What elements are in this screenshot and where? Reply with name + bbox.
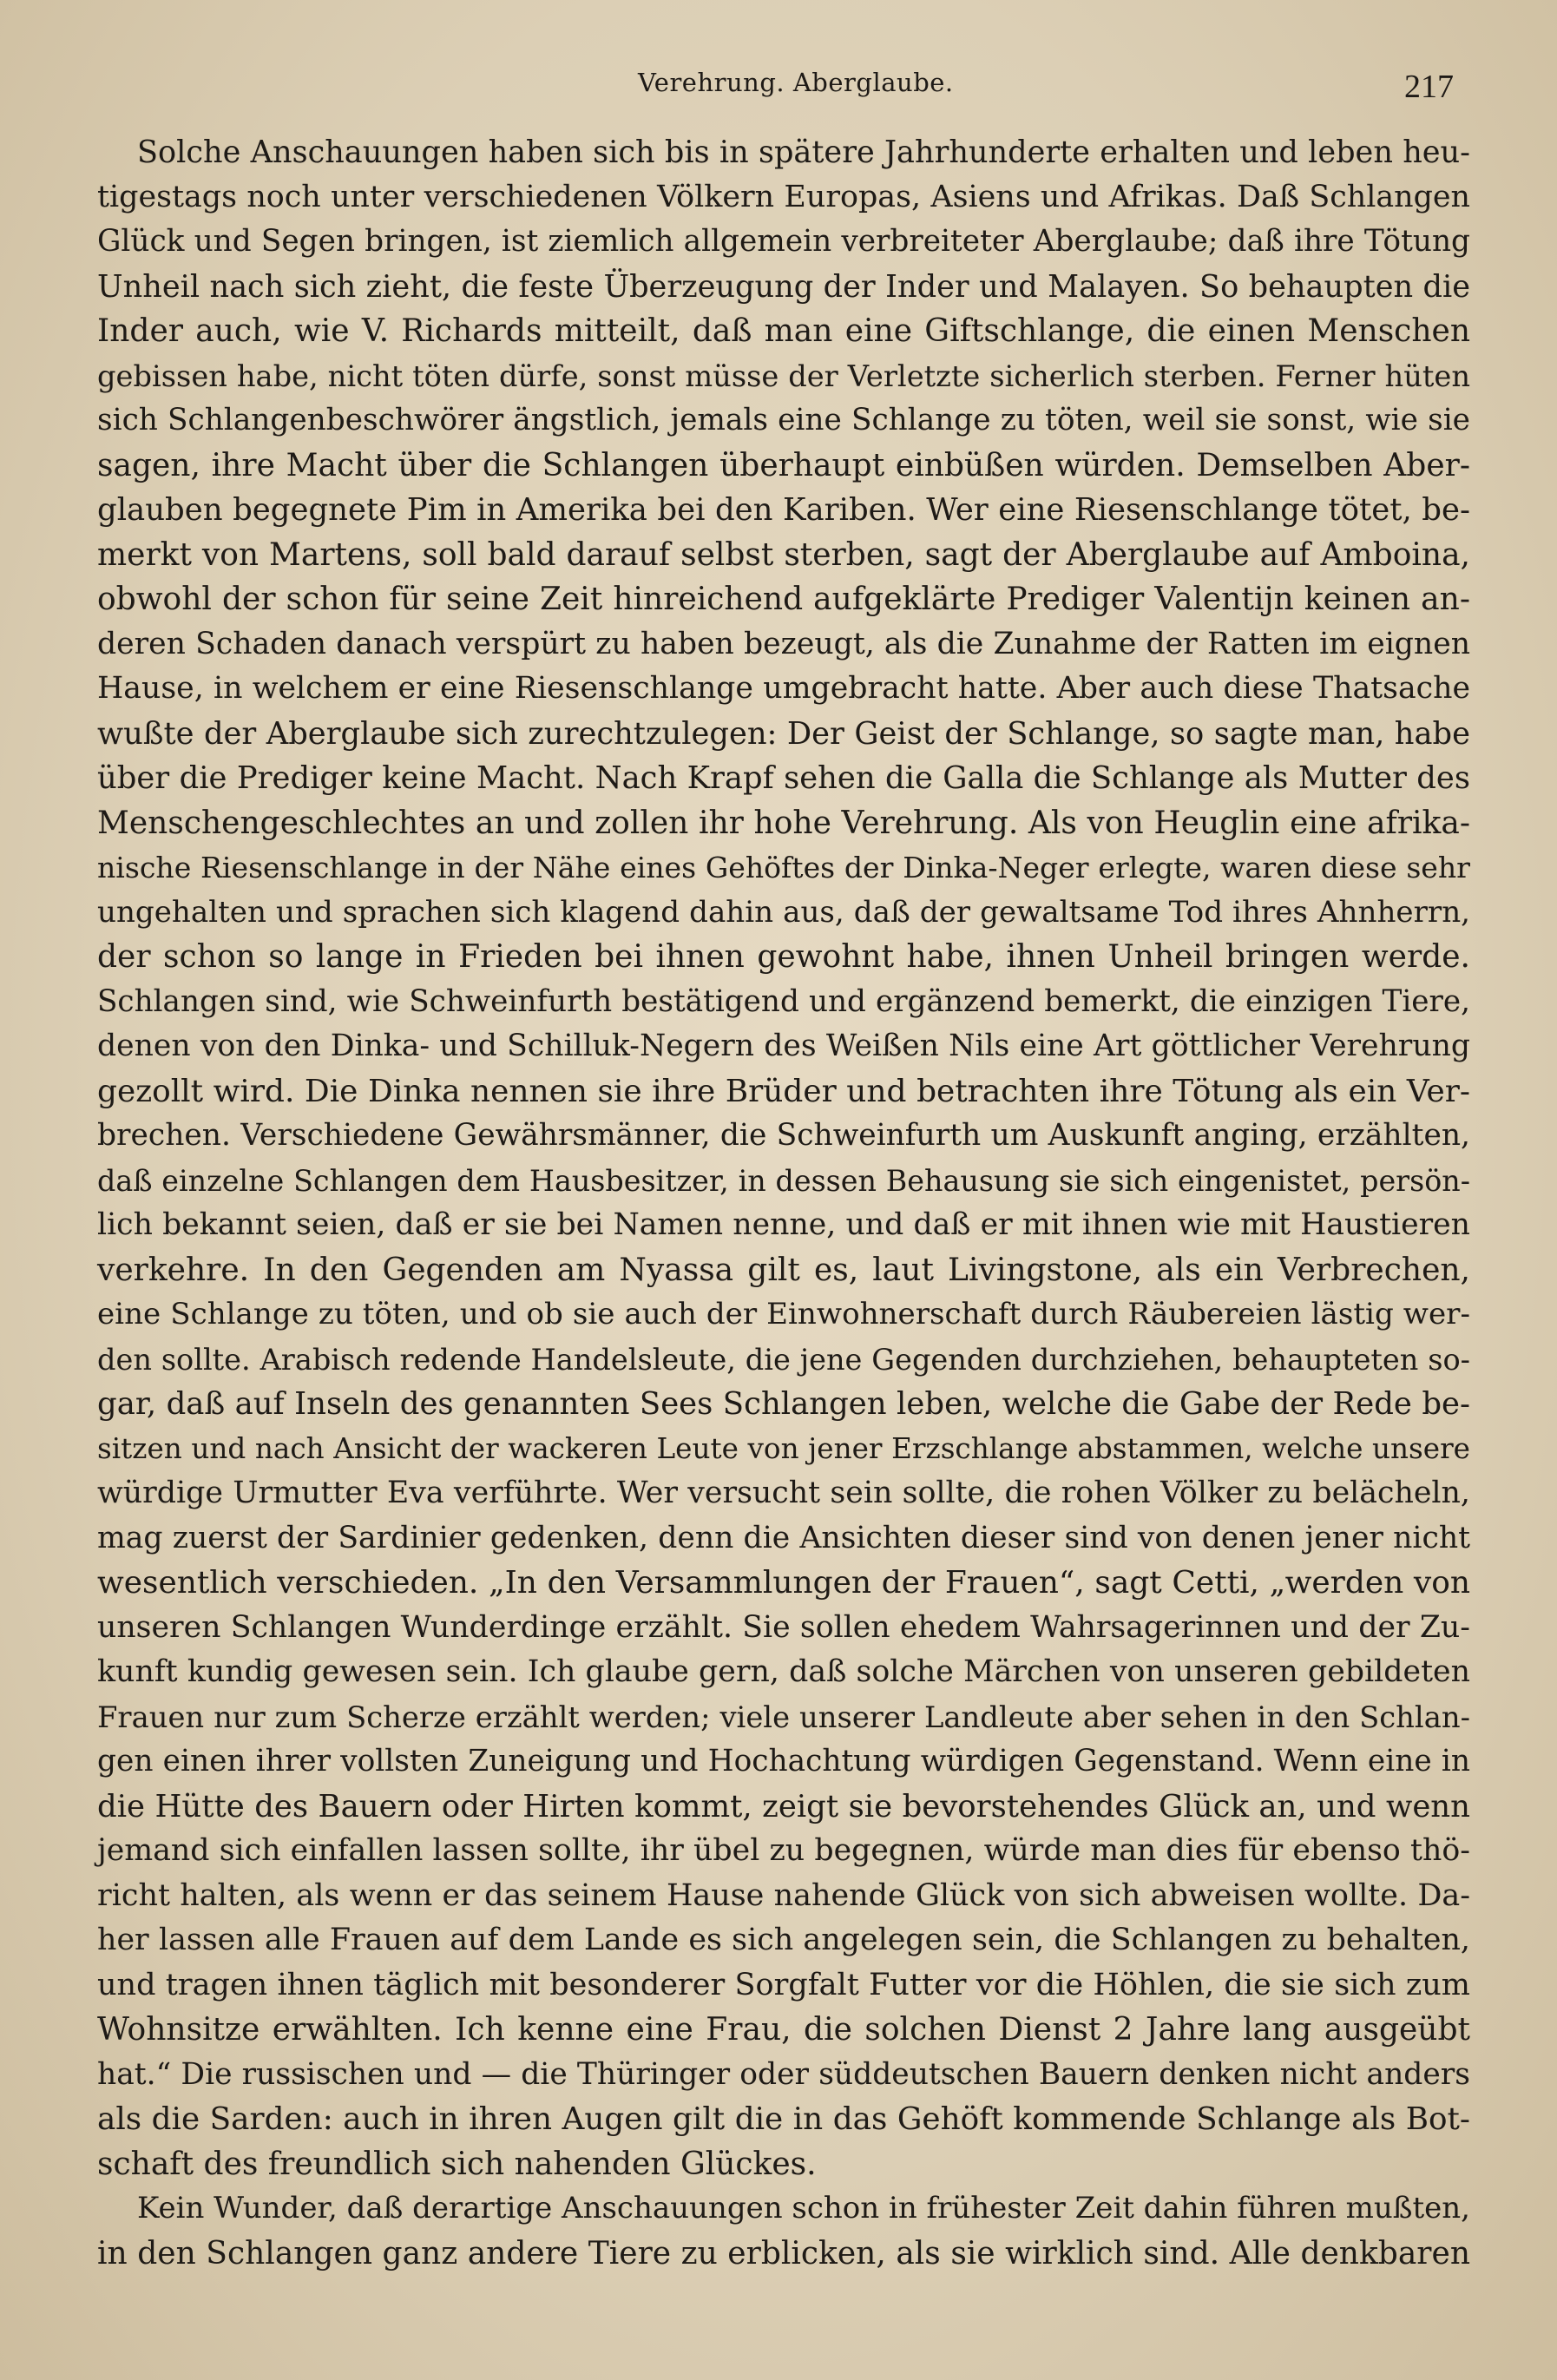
text-line: nische Riesenschlange in der Nähe eines Gehöftes der Dinka-Neger erlegte, waren diese sehr	[97, 851, 1470, 884]
text-line: Kein Wunder, daß derartige Anschauungen schon in frühester Zeit dahin führen mußten,	[137, 2191, 1470, 2225]
page-number: 217	[1404, 69, 1454, 105]
text-line: als die Sarden: auch in ihren Augen gilt die in das Gehöft kommende Schlange als Bot-	[97, 2101, 1470, 2137]
text-line: Wohnsitze erwählten. Ich kenne eine Frau, die solchen Dienst 2 Jahre lang ausgeübt	[97, 2012, 1470, 2048]
paragraph-1	[97, 130, 1470, 2186]
text-line: unseren Schlangen Wunderdinge erzählt. Sie sollen ehedem Wahrsagerinnen und der Zu-	[97, 1609, 1470, 1645]
text-line: denen von den Dinka- und Schilluk-Negern des Weißen Nils eine Art göttlicher Verehrung	[97, 1029, 1470, 1063]
text-line: merkt von Martens, soll bald darauf selbst sterben, sagt der Aberglaube auf Amboina,	[97, 536, 1470, 573]
text-line: glauben begegnete Pim in Amerika bei den Kariben. Wer eine Riesenschlange tötet, be-	[97, 492, 1470, 528]
text-line: brechen. Verschiedene Gewährsmänner, die Schweinfurth um Auskunft anging, erzählten,	[97, 1118, 1470, 1153]
text-line: über die Prediger keine Macht. Nach Krapf sehen die Galla die Schlange als Mutter des	[97, 760, 1470, 796]
text-line: wesentlich verschieden. „In den Versammlungen der Frauen“, sagt Cetti, „werden von	[97, 1565, 1470, 1601]
paragraph-2	[97, 2186, 1470, 2276]
running-title: Verehrung. Aberglaube.	[638, 68, 954, 97]
text-line: und tragen ihnen täglich mit besonderer Sorgfalt Futter vor die Höhlen, die sie sich zum	[97, 1967, 1470, 2002]
text-line: sitzen und nach Ansicht der wackeren Leute von jener Erzschlange abstammen, welche unsere	[97, 1431, 1470, 1465]
text-line: Hause, in welchem er eine Riesenschlange umgebracht hatte. Aber auch diese Thatsache	[97, 671, 1470, 706]
text-line: Frauen nur zum Scherze erzählt werden; viele unserer Landleute aber sehen in den Schlan-	[97, 1700, 1470, 1734]
text-line: sich Schlangenbeschwörer ängstlich, jemals eine Schlange zu töten, weil sie sonst, wie sie	[97, 403, 1470, 437]
text-line: mag zuerst der Sardinier gedenken, denn die Ansichten dieser sind von denen jener nicht	[97, 1520, 1470, 1555]
text-line: Inder auch, wie V. Richards mitteilt, daß man eine Giftschlange, die einen Menschen	[97, 313, 1470, 349]
text-line: Schlangen sind, wie Schweinfurth bestätigend und ergänzend bemerkt, die einzigen Tiere,	[97, 983, 1470, 1019]
text-line: gen einen ihrer vollsten Zuneigung und Hochachtung würdigen Gegenstand. Wenn eine in	[97, 1744, 1470, 1778]
text-line: gebissen habe, nicht töten dürfe, sonst müsse der Verletzte sicherlich sterben. Ferner hüten	[97, 358, 1470, 393]
text-line: lich bekannt seien, daß er sie bei Namen nenne, und daß er mit ihnen wie mit Haustieren	[97, 1207, 1470, 1242]
text-line: sagen, ihre Macht über die Schlangen überhaupt einbüßen würden. Demselben Aber-	[97, 447, 1470, 483]
text-line: daß einzelne Schlangen dem Hausbesitzer, in dessen Behausung sie sich eingenistet, persön-	[97, 1163, 1470, 1198]
text-line: kunft kundig gewesen sein. Ich glaube gern, daß solche Märchen von unseren gebildeten	[97, 1654, 1470, 1689]
text-line: Solche Anschauungen haben sich bis in spätere Jahrhunderte erhalten und leben heu-	[137, 135, 1470, 170]
text-line: gezollt wird. Die Dinka nennen sie ihre Brüder und betrachten ihre Tötung als ein Ver-	[97, 1073, 1470, 1109]
text-line: verkehre. In den Gegenden am Nyassa gilt es, laut Livingstone, als ein Verbrechen,	[97, 1252, 1470, 1288]
text-line: Menschengeschlechtes an und zollen ihr hohe Verehrung. Als von Heuglin eine afrika-	[97, 805, 1470, 841]
text-line: in den Schlangen ganz andere Tiere zu erblicken, als sie wirklich sind. Alle denkbaren	[97, 2235, 1470, 2272]
text-line: der schon so lange in Frieden bei ihnen gewohnt habe, ihnen Unheil bringen werde.	[97, 939, 1470, 975]
text-line: ungehalten und sprachen sich klagend dahin aus, daß der gewaltsame Tod ihres Ahnherrn,	[97, 894, 1470, 930]
text-line: die Hütte des Bauern oder Hirten kommt, zeigt sie bevorstehendes Glück an, und wenn	[97, 1788, 1470, 1824]
text-line: her lassen alle Frauen auf dem Lande es sich angelegen sein, die Schlangen zu behalten,	[97, 1923, 1470, 1957]
text-line: den sollte. Arabisch redende Handelsleute, die jene Gegenden durchziehen, behaupteten so-	[97, 1342, 1470, 1377]
text-line: hat.“ Die russischen und — die Thüringer oder süddeutschen Bauern denken nicht anders	[97, 2056, 1470, 2092]
text-line: wußte der Aberglaube sich zurechtzulegen: Der Geist der Schlange, so sagte man, habe	[97, 715, 1470, 752]
text-line: jemand sich einfallen lassen sollte, ihr übel zu begegnen, würde man dies für ebenso thö-	[97, 1833, 1470, 1868]
body-text	[97, 130, 1470, 2335]
text-line: gar, daß auf Inseln des genannten Sees Schlangen leben, welche die Gabe der Rede be-	[97, 1386, 1470, 1422]
text-line: würdige Urmutter Eva verführte. Wer versucht sein sollte, die rohen Völker zu belächeln,	[97, 1476, 1470, 1510]
text-line: Glück und Segen bringen, ist ziemlich allgemein verbreiteter Aberglaube; daß ihre Tötung	[97, 224, 1470, 259]
text-line: eine Schlange zu töten, und ob sie auch der Einwohnerschaft durch Räubereien lästig wer-	[97, 1297, 1470, 1331]
text-line: Unheil nach sich zieht, die feste Überzeugung der Inder und Malayen. So behaupten die	[97, 268, 1470, 305]
text-line: schaft des freundlich sich nahenden Glückes.	[97, 2146, 817, 2182]
text-line: deren Schaden danach verspürt zu haben bezeugt, als die Zunahme der Ratten im eignen	[97, 626, 1470, 661]
text-line: richt halten, als wenn er das seinem Hause nahende Glück von sich abweisen wollte. Da-	[97, 1877, 1470, 1913]
text-line: obwohl der schon für seine Zeit hinreichend aufgeklärte Prediger Valentijn keinen an-	[97, 582, 1470, 617]
running-head	[0, 68, 1557, 111]
text-line: tigestags noch unter verschiedenen Völkern Europas, Asiens und Afrikas. Daß Schlangen	[97, 179, 1470, 214]
